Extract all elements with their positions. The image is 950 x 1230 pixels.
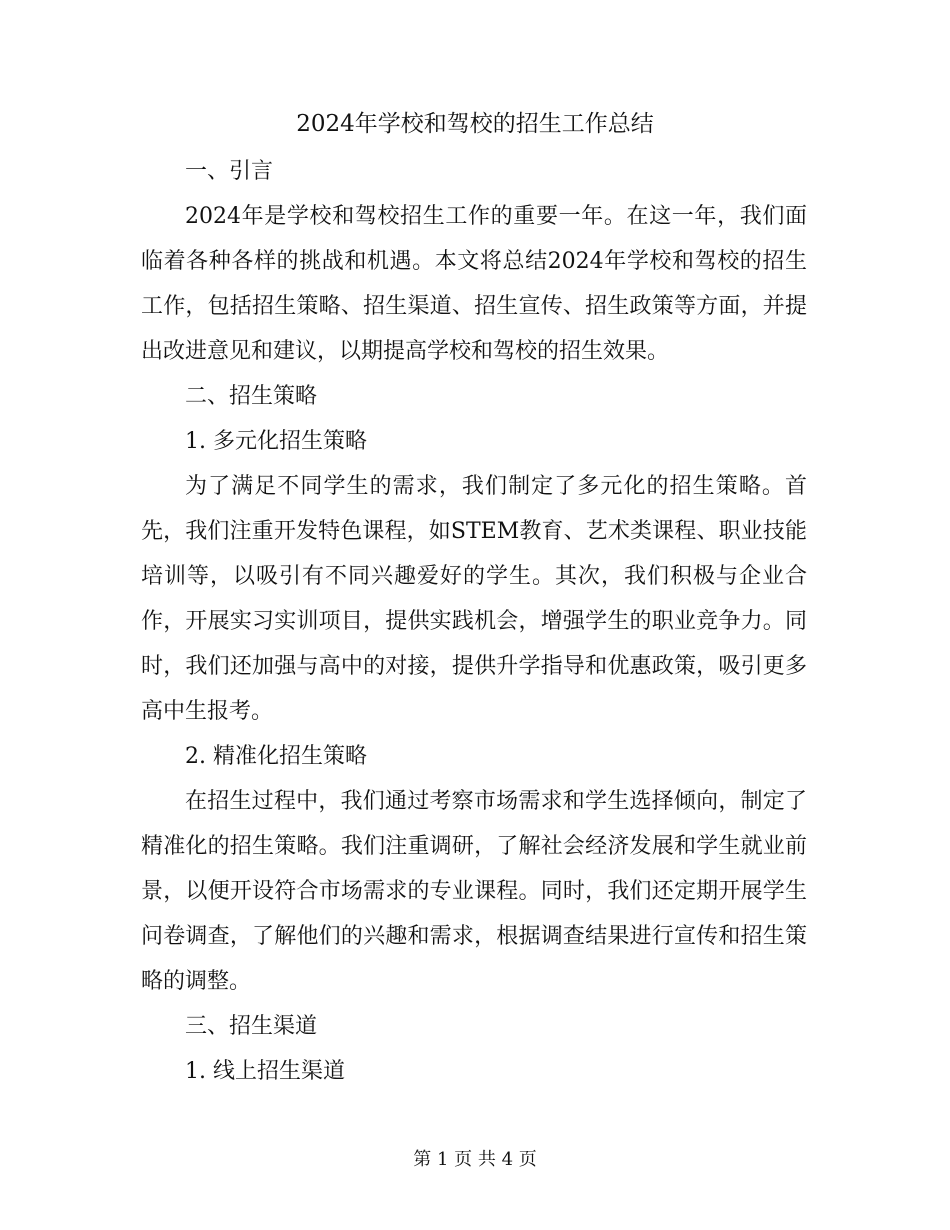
document-title: 2024年学校和驾校的招生工作总结 <box>296 111 654 137</box>
paragraph-precise-strategy: 在招生过程中，我们通过考察市场需求和学生选择倾向，制定了精准化的招生策略。我们注重调研，了解社会经济发展和学生就业前景，以便开设符合市场需求的专业课程。同时，我们还定期开展学生问卷调查，了解他们的兴趣和需求，根据调查结果进行宣传和招生策略的调整。 <box>141 789 807 994</box>
document-body <box>141 149 807 1094</box>
section-heading-channels: 三、招生渠道 <box>185 1014 318 1039</box>
subheading-online-channels: 1. 线上招生渠道 <box>185 1059 345 1084</box>
page-number-footer: 第 1 页 共 4 页 <box>413 1149 537 1170</box>
paragraph-introduction: 2024年是学校和驾校招生工作的重要一年。在这一年，我们面临着各种各样的挑战和机遇。本文将总结2024年学校和驾校的招生工作，包括招生策略、招生渠道、招生宣传、招生政策等方面，并提出改进意见和建议，以期提高学校和驾校的招生效果。 <box>141 204 807 364</box>
section-heading-introduction: 一、引言 <box>185 159 274 184</box>
section-heading-strategy: 二、招生策略 <box>185 384 318 409</box>
subheading-diversified-strategy: 1. 多元化招生策略 <box>185 429 367 454</box>
paragraph-diversified-strategy: 为了满足不同学生的需求，我们制定了多元化的招生策略。首先，我们注重开发特色课程，如STEM教育、艺术类课程、职业技能培训等，以吸引有不同兴趣爱好的学生。其次，我们积极与企业合作，开展实习实训项目，提供实践机会，增强学生的职业竞争力。同时，我们还加强与高中的对接，提供升学指导和优惠政策，吸引更多高中生报考。 <box>141 474 807 724</box>
subheading-precise-strategy: 2. 精准化招生策略 <box>185 744 367 769</box>
